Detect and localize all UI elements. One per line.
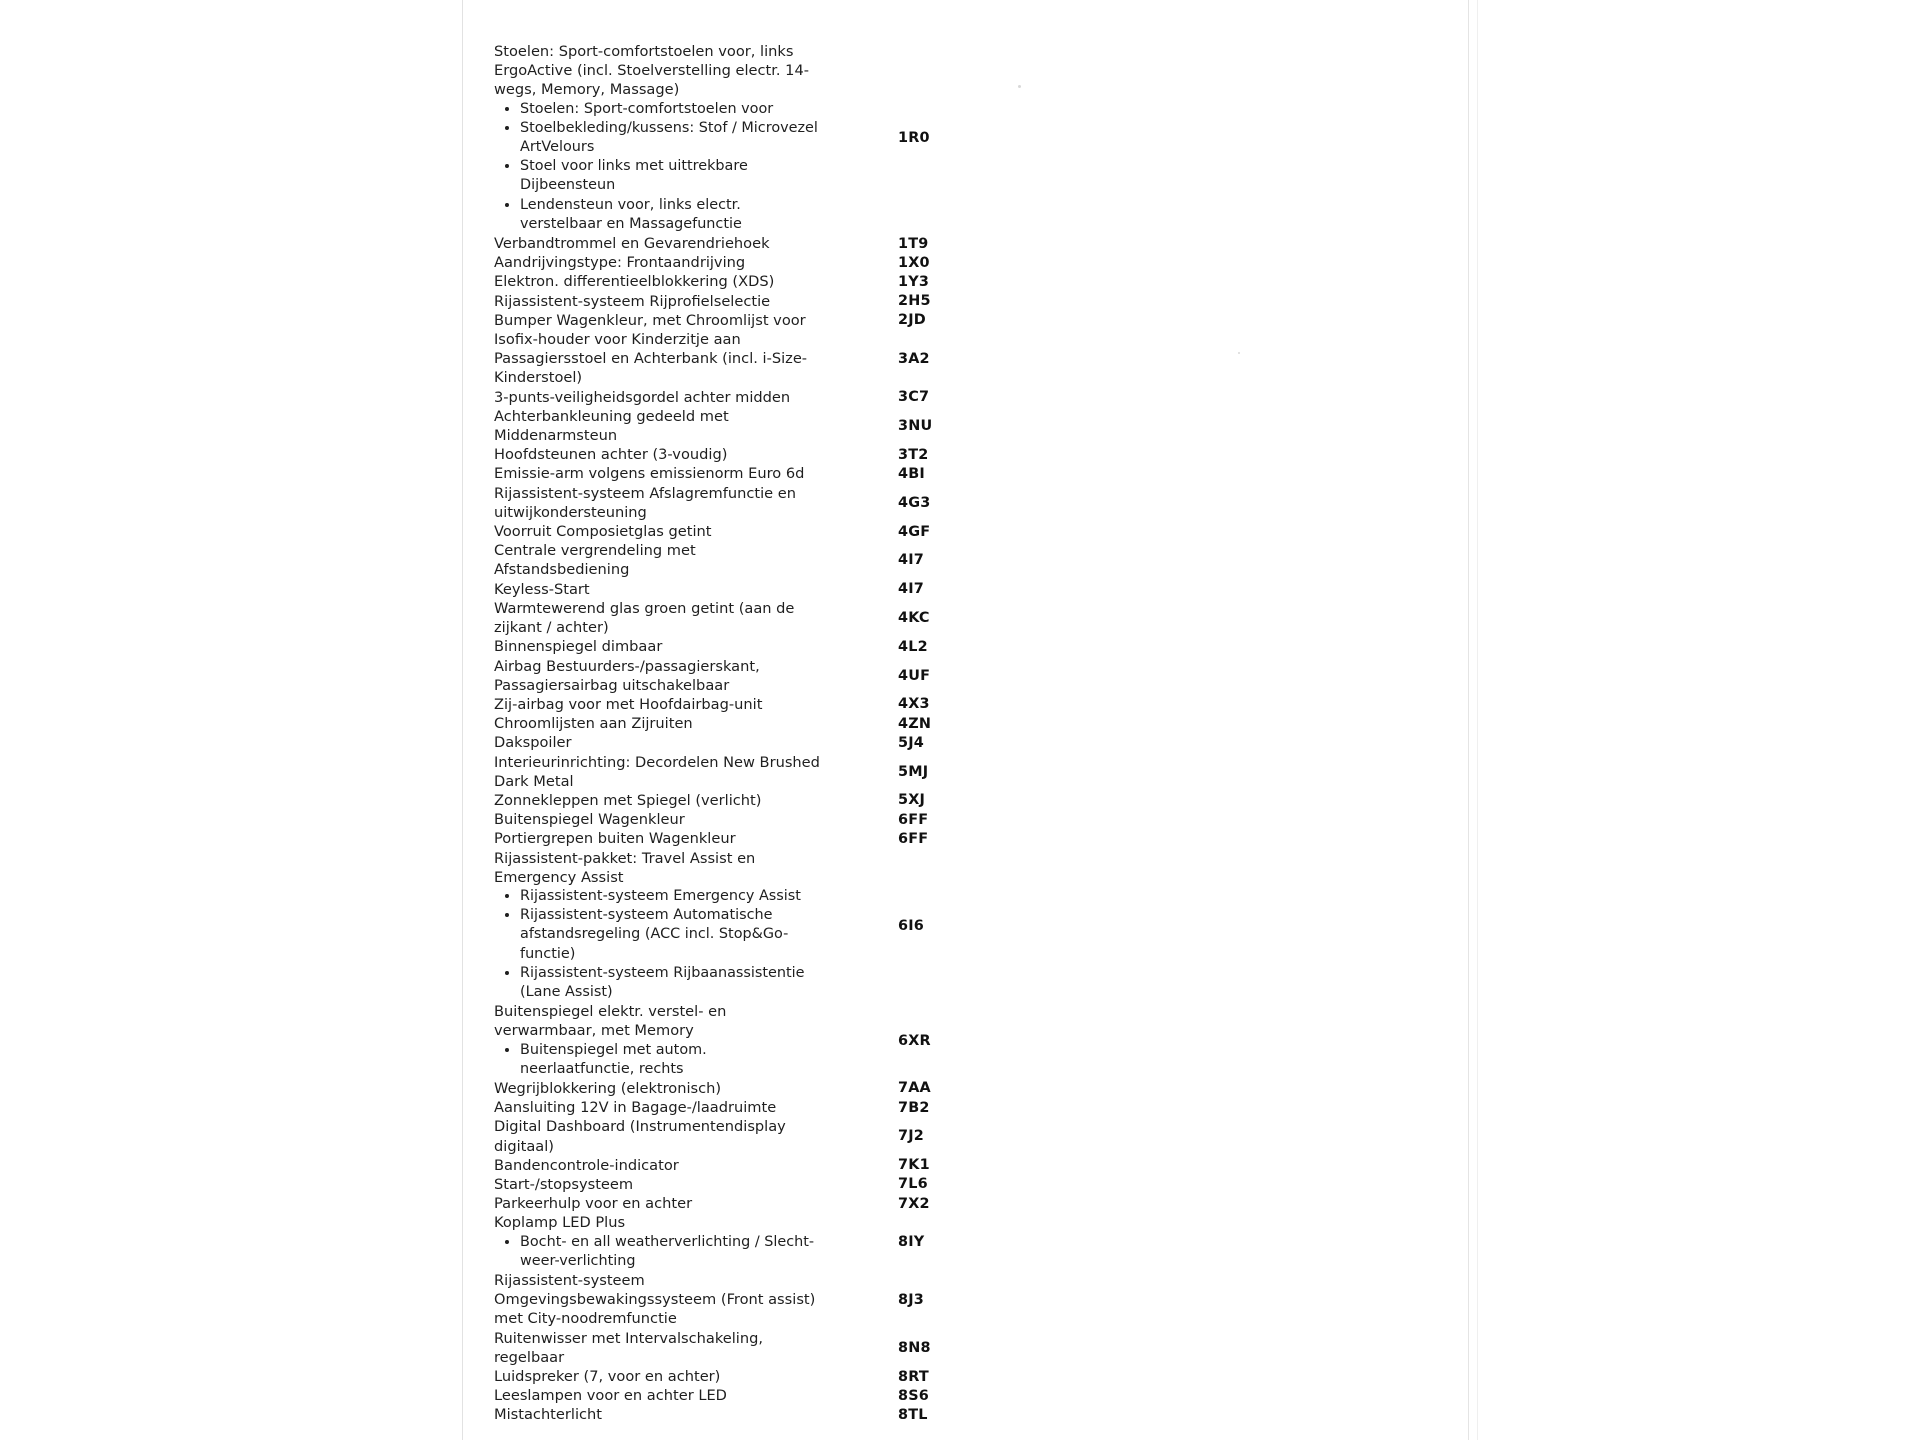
option-description-text: Koplamp LED Plus [494, 1214, 626, 1232]
option-description-text: Interieurinrichting: Decordelen New Brushed Dark Metal [494, 753, 820, 790]
option-sub-feature: • Stoelen: Sport-comfortstoelen voor [520, 100, 824, 119]
option-row [494, 1367, 974, 1386]
option-code: 8N8 [898, 1339, 931, 1356]
option-description-text: Warmtewerend glas groen getint (aan de zijkant / achter) [494, 599, 795, 637]
option-code: 2JD [898, 312, 926, 329]
option-row [494, 657, 974, 695]
option-code: 7J2 [898, 1128, 924, 1145]
option-description-text: Leeslampen voor en achter LED [494, 1387, 727, 1405]
option-description [494, 1329, 824, 1367]
option-description-text: Binnenspiegel dimbaar [494, 638, 663, 656]
option-row [494, 1329, 974, 1367]
option-sub-feature: • Stoelbekleding/kussens: Stof / Microvezel ArtVelours [520, 119, 824, 157]
option-sub-feature-list [494, 100, 824, 234]
option-code: 3NU [898, 417, 933, 434]
option-description-text: Aansluiting 12V in Bagage-/laadruimte [494, 1099, 777, 1117]
option-description-text: Aandrijvingstype: Frontaandrijving [494, 254, 746, 272]
option-code: 8IY [898, 1234, 925, 1251]
option-description [494, 541, 824, 579]
option-row [494, 1098, 974, 1117]
option-description-text: Rijassistent-pakket: Travel Assist en Emergency Assist [494, 849, 756, 886]
option-description [494, 272, 824, 291]
option-row [494, 253, 974, 272]
option-row [494, 733, 974, 752]
option-code: 2H5 [898, 293, 931, 310]
option-description [494, 253, 824, 272]
option-code: 5XJ [898, 792, 926, 809]
option-description [494, 42, 824, 234]
option-code: 4BI [898, 465, 925, 482]
option-description-text: Rijassistent-systeem Omgevingsbewakingssysteem (Front assist) met City-noodremfunctie [494, 1272, 816, 1328]
option-description-text: Parkeerhulp voor en achter [494, 1195, 693, 1213]
option-row [494, 791, 974, 810]
option-code: 4L2 [898, 638, 928, 655]
option-code: 1T9 [898, 235, 929, 252]
option-code: 4UF [898, 667, 931, 684]
option-code: 3T2 [898, 446, 929, 463]
option-description [494, 849, 824, 1003]
option-description [494, 1386, 824, 1405]
option-sub-feature: • Buitenspiegel met autom. neerlaatfunctie, rechts [520, 1041, 824, 1079]
option-sub-feature: • Rijassistent-systeem Rijbaanassistentie (Lane Assist) [520, 964, 824, 1002]
option-description-text: Zonnekleppen met Spiegel (verlicht) [494, 791, 762, 809]
option-description-text: Bandencontrole-indicator [494, 1156, 679, 1174]
option-description-text: Achterbankleuning gedeeld met Middenarmsteun [494, 407, 729, 445]
option-code: 4X3 [898, 696, 930, 713]
option-description-text: Dakspoiler [494, 734, 572, 752]
option-code: 1Y3 [898, 273, 930, 290]
option-description [494, 407, 824, 445]
option-row [494, 42, 974, 234]
option-description-text: Isofix-houder voor Kinderzitje aan Passagiersstoel en Achterbank (incl. i-Size-Kinderstoel) [494, 331, 808, 387]
option-code: 7X2 [898, 1195, 930, 1212]
option-row [494, 330, 974, 388]
option-description [494, 1175, 824, 1194]
option-row [494, 272, 974, 291]
option-description-text: Digital Dashboard (Instrumentendisplay digitaal) [494, 1118, 786, 1155]
option-code: 4GF [898, 523, 931, 540]
option-row [494, 541, 974, 579]
option-description [494, 234, 824, 253]
option-description-text: Start-/stopsysteem [494, 1175, 634, 1193]
option-description-text: Emissie-arm volgens emissienorm Euro 6d [494, 465, 805, 483]
option-description [494, 1079, 824, 1098]
option-code: 8S6 [898, 1387, 929, 1404]
page-left-edge [462, 0, 463, 1440]
option-description-text: Buitenspiegel elektr. verstel- en verwarmbaar, met Memory [494, 1003, 727, 1040]
option-description [494, 791, 824, 810]
option-description [494, 292, 824, 311]
option-row [494, 829, 974, 848]
option-description [494, 753, 824, 791]
option-code: 8RT [898, 1368, 929, 1385]
option-description-text: Elektron. differentieelblokkering (XDS) [494, 273, 775, 291]
option-description [494, 1405, 824, 1424]
option-code: 1R0 [898, 130, 930, 146]
option-description-text: Hoofdsteunen achter (3-voudig) [494, 446, 728, 464]
option-code: 4G3 [898, 494, 931, 511]
option-code: 6I6 [898, 917, 924, 934]
option-description [494, 733, 824, 752]
option-description-text: Stoelen: Sport-comfortstoelen voor, links ErgoActive (incl. Stoelverstelling electr. 14-wegs, Memory, Massage) [494, 43, 810, 99]
option-description [494, 637, 824, 656]
option-code: 4I7 [898, 552, 924, 569]
option-row [494, 580, 974, 599]
option-row [494, 292, 974, 311]
option-row [494, 753, 974, 791]
option-code: 7B2 [898, 1099, 930, 1116]
option-sub-feature-list [494, 1233, 824, 1271]
option-description [494, 330, 824, 388]
option-description [494, 1271, 824, 1329]
option-row [494, 1271, 974, 1329]
option-description-text: Bumper Wagenkleur, met Chroomlijst voor [494, 311, 806, 329]
option-description [494, 484, 824, 522]
equipment-options-list [494, 42, 974, 1425]
option-description [494, 464, 824, 483]
option-description [494, 829, 824, 848]
option-description [494, 657, 824, 695]
option-description [494, 522, 824, 541]
page-right-edge [1468, 0, 1469, 1440]
option-description [494, 1098, 824, 1117]
option-row [494, 388, 974, 407]
option-row [494, 407, 974, 445]
option-code: 8J3 [898, 1292, 924, 1308]
option-description [494, 445, 824, 464]
scan-speck [1238, 352, 1240, 354]
option-description-text: Buitenspiegel Wagenkleur [494, 811, 685, 829]
option-description-text: 3-punts-veiligheidsgordel achter midden [494, 388, 791, 406]
option-row [494, 714, 974, 733]
option-row [494, 1079, 974, 1098]
option-code: 4ZN [898, 715, 932, 732]
option-description-text: Airbag Bestuurders-/passagierskant, Passagiersairbag uitschakelbaar [494, 657, 760, 694]
option-description-text: Centrale vergrendeling met Afstandsbediening [494, 542, 696, 579]
option-row [494, 1194, 974, 1213]
option-row [494, 637, 974, 656]
option-code: 8TL [898, 1406, 928, 1423]
option-row [494, 810, 974, 829]
option-description [494, 695, 824, 714]
option-description-text: Portiergrepen buiten Wagenkleur [494, 830, 736, 848]
option-description [494, 714, 824, 733]
option-code: 4I7 [898, 581, 924, 598]
option-row [494, 1386, 974, 1405]
option-row [494, 311, 974, 330]
option-row [494, 1117, 974, 1155]
option-code: 3C7 [898, 389, 930, 406]
option-row [494, 1002, 974, 1079]
scan-speck [1018, 85, 1021, 88]
option-code: 3A2 [898, 351, 930, 368]
option-description-text: Zij-airbag voor met Hoofdairbag-unit [494, 695, 763, 713]
option-code: 6FF [898, 811, 929, 828]
option-sub-feature: • Bocht- en all weatherverlichting / Slecht-weer-verlichting [520, 1233, 824, 1271]
option-row [494, 234, 974, 253]
option-code: 4KC [898, 609, 930, 626]
option-description-text: Wegrijblokkering (elektronisch) [494, 1079, 722, 1097]
option-row [494, 599, 974, 637]
option-code: 7AA [898, 1080, 931, 1097]
option-row [494, 464, 974, 483]
option-sub-feature-list [494, 1041, 824, 1079]
option-code: 1X0 [898, 254, 930, 271]
option-description-text: Keyless-Start [494, 580, 590, 598]
option-description [494, 388, 824, 407]
option-description-text: Rijassistent-systeem Rijprofielselectie [494, 292, 771, 310]
option-code: 7L6 [898, 1176, 928, 1193]
option-description-text: Luidspreker (7, voor en achter) [494, 1368, 721, 1386]
option-row [494, 1156, 974, 1175]
option-description-text: Mistachterlicht [494, 1406, 602, 1424]
option-description [494, 599, 824, 637]
option-sub-feature: • Rijassistent-systeem Automatische afstandsregeling (ACC incl. Stop&Go-functie) [520, 906, 824, 964]
option-description [494, 580, 824, 599]
option-description-text: Verbandtrommel en Gevarendriehoek [494, 235, 770, 253]
option-row [494, 484, 974, 522]
option-sub-feature: • Stoel voor links met uittrekbare Dijbeensteun [520, 157, 824, 195]
option-description [494, 1117, 824, 1155]
option-row [494, 849, 974, 1003]
option-description-text: Rijassistent-systeem Afslagremfunctie en uitwijkondersteuning [494, 484, 796, 521]
option-code: 6FF [898, 830, 929, 847]
option-description [494, 311, 824, 330]
option-sub-feature: • Lendensteun voor, links electr. verstelbaar en Massagefunctie [520, 196, 824, 234]
option-row [494, 445, 974, 464]
option-description-text: Voorruit Composietglas getint [494, 523, 712, 541]
option-row [494, 1175, 974, 1194]
option-row [494, 522, 974, 541]
option-description [494, 1367, 824, 1386]
option-row [494, 1213, 974, 1271]
option-sub-feature: • Rijassistent-systeem Emergency Assist [520, 887, 824, 906]
option-description [494, 1156, 824, 1175]
option-row [494, 695, 974, 714]
option-description [494, 1194, 824, 1213]
option-code: 6XR [898, 1032, 931, 1049]
option-code: 5J4 [898, 734, 924, 751]
option-description-text: Ruitenwisser met Intervalschakeling, regelbaar [494, 1329, 763, 1366]
option-description-text: Chroomlijsten aan Zijruiten [494, 715, 693, 733]
option-row [494, 1405, 974, 1424]
option-description [494, 810, 824, 829]
option-description [494, 1002, 824, 1079]
option-description [494, 1213, 824, 1271]
option-code: 7K1 [898, 1157, 930, 1174]
option-sub-feature-list [494, 887, 824, 1002]
page-right-edge-shadow [1477, 0, 1478, 1440]
option-code: 5MJ [898, 763, 929, 780]
